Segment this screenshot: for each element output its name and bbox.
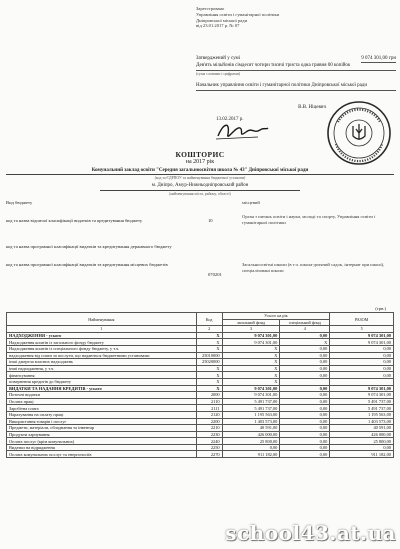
field-label: Вид бюджету <box>6 200 33 205</box>
cell-code: 2111 <box>196 405 222 412</box>
table-row <box>7 431 394 438</box>
cell-general-fund: 40 591,00 <box>222 425 280 432</box>
cell-name: Надходження коштів із загального фонду бюджету <box>7 339 197 346</box>
table-header-row <box>7 313 394 320</box>
cell-special-fund: 0,00 <box>280 431 330 438</box>
cell-general-fund: 9 074 301,00 <box>222 392 280 399</box>
cell-total: 0,00 <box>330 352 394 359</box>
table-row <box>7 352 394 359</box>
cell-special-fund <box>280 378 330 385</box>
field-label: код та назва програмної класифікації видатків та кредитування державного бюджету <box>6 244 172 249</box>
approval-words: Дев'ять мільйонів сімдесят чотири тисячі триста одна гривня 00 копійок <box>196 63 396 70</box>
colnum: 1 <box>7 326 197 333</box>
cell-code: 2270 <box>196 451 222 458</box>
colnum: 4 <box>280 326 330 333</box>
cell-total: 5 491 737,00 <box>330 405 394 412</box>
table-row <box>7 385 394 392</box>
table-row <box>7 345 394 352</box>
cell-total: 9 074 301,00 <box>330 392 394 399</box>
cell-name: Надходження коштів із спеціального фонду бюджету, у т.ч. <box>7 345 197 352</box>
cell-total: 9 074 301,00 <box>330 339 394 346</box>
cell-special-fund: 0,00 <box>280 385 330 392</box>
cell-name: НАДХОДЖЕННЯ - усього <box>7 332 197 339</box>
cell-special-fund: 0,00 <box>280 451 330 458</box>
cell-general-fund: 1 195 563,00 <box>222 411 280 418</box>
table-row <box>7 339 394 346</box>
cell-name: Використання товарів і послуг <box>7 418 197 425</box>
header-year: Усього на рік <box>222 313 330 320</box>
cell-general-fund: 426 000,00 <box>222 431 280 438</box>
cell-general-fund: X <box>222 378 280 385</box>
table-row <box>7 372 394 379</box>
cell-total <box>330 378 394 385</box>
cell-name: фінансування <box>7 372 197 379</box>
cell-total: 25 800,00 <box>330 438 394 445</box>
cell-general-fund: 9 074 301,00 <box>222 385 280 392</box>
cell-name: Видатки на відрядження <box>7 444 197 451</box>
header-code: Код <box>196 313 222 326</box>
colnum: 3 <box>222 326 280 333</box>
cell-name: Нарахування на оплату праці <box>7 411 197 418</box>
header-total: РАЗОМ <box>330 313 394 326</box>
subheader-special: спеціальний фонд <box>280 319 330 326</box>
cell-special-fund: X <box>280 339 330 346</box>
institution-caption: (код за ЄДРПОУ та найменування бюджетної установи) <box>154 176 246 181</box>
approval-date: 13.02.2017 р. <box>216 117 244 123</box>
table-row <box>7 332 394 339</box>
cell-code: 2120 <box>196 411 222 418</box>
cell-general-fund: X <box>222 345 280 352</box>
cell-name: повернення кредитів до бюджету <box>7 378 197 385</box>
table-row <box>7 365 394 372</box>
cell-special-fund: 0,00 <box>280 418 330 425</box>
cell-code: X <box>196 372 222 379</box>
approval-caption: (сума словами і цифрами) <box>196 70 241 76</box>
cell-general-fund: 1 403 573,00 <box>222 418 280 425</box>
cell-general-fund: 911 182,00 <box>222 451 280 458</box>
cell-total: 0,00 <box>330 345 394 352</box>
registration-block <box>196 6 396 29</box>
cell-code: X <box>196 365 222 372</box>
cell-total: 0,00 <box>330 365 394 372</box>
cell-code: 2210 <box>196 425 222 432</box>
cell-total: 9 074 301,00 <box>330 385 394 392</box>
table-row <box>7 444 394 451</box>
table-row <box>7 411 394 418</box>
cell-code: 2230 <box>196 431 222 438</box>
cell-code: X <box>196 339 222 346</box>
cell-name: надходження від плати за послуги, що надаються бюджетними установами <box>7 352 197 359</box>
cell-code: 2250 <box>196 444 222 451</box>
cell-special-fund: 0,00 <box>280 425 330 432</box>
cell-general-fund: 9 074 301,00 <box>222 332 280 339</box>
institution-location: м. Дніпро, Амур-Нижньодніпровський район <box>100 183 300 190</box>
cell-total: 9 074 301,00 <box>330 332 394 339</box>
cell-code: 25020000 <box>196 359 222 366</box>
cell-name: Оплата комунальних послуг та енергоносіїв <box>7 451 197 458</box>
cell-total: 40 591,00 <box>330 425 394 432</box>
cell-general-fund: 0,00 <box>222 444 280 451</box>
table-colnum-row <box>7 326 394 333</box>
table-row <box>7 405 394 412</box>
approval-position: Начальник управління освіти і гуманітарної політики Дніпровської міської ради <box>196 83 396 90</box>
cell-general-fund: X <box>222 352 280 359</box>
registration-line: Зареєстровано <box>196 6 225 11</box>
document-title <box>0 150 400 165</box>
colnum: 5 <box>330 326 394 333</box>
cell-special-fund: 0,00 <box>280 359 330 366</box>
table-row <box>7 418 394 425</box>
cell-special-fund: 0,00 <box>280 405 330 412</box>
cell-total: 0,00 <box>330 372 394 379</box>
cell-general-fund: 25 800,00 <box>222 438 280 445</box>
cell-code: X <box>196 378 222 385</box>
cell-special-fund: 0,00 <box>280 398 330 405</box>
cell-code: 2200 <box>196 418 222 425</box>
cell-name: Оплата праці <box>7 398 197 405</box>
cell-name: ВИДАТКИ ТА НАДАННЯ КРЕДИТІВ - усього <box>7 385 197 392</box>
cell-total: 911 182,00 <box>330 451 394 458</box>
watermark: school43.at.ua <box>225 521 396 545</box>
cell-general-fund: 5 491 737,00 <box>222 398 280 405</box>
table-row <box>7 451 394 458</box>
cell-name: Оплата послуг (крім комунальних) <box>7 438 197 445</box>
approval-amount: 9 074 301,00 грн <box>361 56 396 63</box>
approval-signer: В.В. Ніцевич <box>298 104 326 110</box>
cell-total: 426 000,00 <box>330 431 394 438</box>
signature-image <box>214 118 270 144</box>
cell-code: X <box>196 385 222 392</box>
cell-special-fund: 0,00 <box>280 352 330 359</box>
table-row <box>7 425 394 432</box>
field-code: 10 <box>208 218 213 223</box>
cell-code: X <box>196 332 222 339</box>
table-row <box>7 378 394 385</box>
cell-name: Поточні видатки <box>7 392 197 399</box>
cell-total: 1 403 573,00 <box>330 418 394 425</box>
field-code: 070201 <box>208 272 222 277</box>
cell-general-fund: X <box>222 359 280 366</box>
cell-code: 2110 <box>196 398 222 405</box>
cell-special-fund: 0,00 <box>280 392 330 399</box>
cell-special-fund: 0,00 <box>280 411 330 418</box>
title-main: КОШТОРИС <box>175 150 225 159</box>
cell-code: 2000 <box>196 392 222 399</box>
cell-name: інші джерела власних надходжень <box>7 359 197 366</box>
cell-general-fund: 5 491 737,00 <box>222 405 280 412</box>
cell-name: інші надходження, у т.ч. <box>7 365 197 372</box>
location-caption: (найменування міста, району, області) <box>169 191 231 196</box>
unit-label: (грн.) <box>375 306 386 311</box>
field-value: Орган з питань освіти і науки, молоді та спорту, Управління освіти і гуманітарної політики <box>242 214 376 225</box>
cell-general-fund: X <box>222 372 280 379</box>
header-name: Найменування <box>7 313 197 326</box>
cell-special-fund: 0,00 <box>280 332 330 339</box>
cell-code: X <box>196 345 222 352</box>
cell-name: Продукти харчування <box>7 431 197 438</box>
cell-special-fund: 0,00 <box>280 345 330 352</box>
cell-total: 0,00 <box>330 359 394 366</box>
table-body <box>7 332 394 457</box>
table-row <box>7 398 394 405</box>
cell-code: 25010000 <box>196 352 222 359</box>
cell-general-fund: 9 074 301,00 <box>222 339 280 346</box>
institution-name: Комунальний заклад освіти "Середня загальноосвітня школа № 43" Дніпровської міської ради <box>6 168 394 175</box>
cell-general-fund: X <box>222 365 280 372</box>
registration-line: Дніпровської міської ради <box>196 17 248 23</box>
approval-label: Затверджений у сумі <box>196 56 241 61</box>
field-value: Загальноосвітні школи (в т.ч. школа-дитячий садок, інтернат при школі), спеціалізовані школи <box>242 262 385 273</box>
title-year: на 2017 рік <box>185 159 215 165</box>
colnum: 2 <box>196 326 222 333</box>
institution-block <box>6 168 394 197</box>
cell-name: Предмети, матеріали, обладнання та інвентар <box>7 425 197 432</box>
cell-code: 2240 <box>196 438 222 445</box>
table-row <box>7 438 394 445</box>
cell-total: 1 195 563,00 <box>330 411 394 418</box>
subheader-general: загальний фонд <box>222 319 280 326</box>
budget-table <box>6 312 394 458</box>
table-row <box>7 392 394 399</box>
cell-total: 5 491 737,00 <box>330 398 394 405</box>
cell-special-fund: 0,00 <box>280 444 330 451</box>
field-label: код та назва відомчої класифікації видатків та кредитування бюджету <box>6 218 143 223</box>
cell-special-fund: 0,00 <box>280 372 330 379</box>
cell-name: Заробітна плата <box>7 405 197 412</box>
field-label: код та назва програмної класифікації видатків та кредитування місцевих бюджетів <box>6 262 168 267</box>
registration-line: Управління освіти і гуманітарної політики <box>196 11 280 17</box>
registration-line: від 23.01.2017 р. № 07 <box>196 23 240 29</box>
table-row <box>7 359 394 366</box>
cell-special-fund: 0,00 <box>280 438 330 445</box>
cell-special-fund: 0,00 <box>280 365 330 372</box>
cell-total: 0,00 <box>330 444 394 451</box>
field-value: місцевий <box>242 200 260 205</box>
